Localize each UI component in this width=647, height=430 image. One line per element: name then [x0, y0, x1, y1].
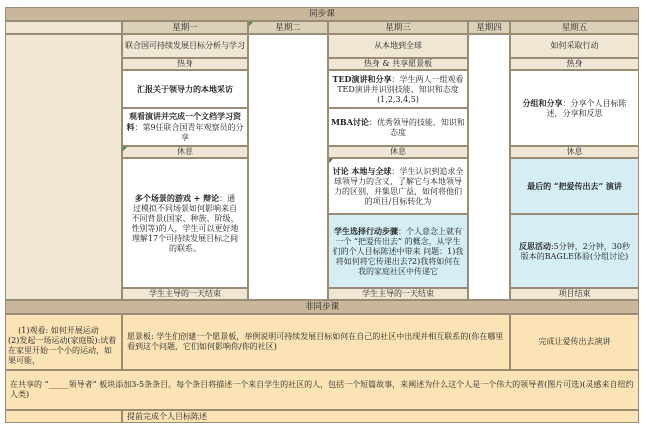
day-label: 星期五 — [561, 23, 588, 33]
async-header — [5, 300, 639, 314]
fri-warmup — [510, 58, 639, 70]
async-row3-label — [5, 410, 122, 423]
wed-mba-rest: ：优秀领导的技能、知识和态度 — [368, 117, 465, 137]
async-leader-text: 在共享的 “_____领导者” 板块添加3-5条条目。每个条目将描述一个来自学生的社区的人，包括一个短篇故事，来阐述为什么这个人是一个伟大的领导者(图片可选)(灵感来自纽约人类) — [10, 380, 634, 399]
mon-break-text: 休息 — [177, 147, 193, 156]
fri-topic — [510, 34, 639, 58]
sync-header — [5, 7, 639, 21]
wed-warmup-text: 热身 & 共享愿景板 — [363, 59, 433, 68]
fri-final-talk-text: 最后的 “把爱传出去” 演讲 — [527, 181, 622, 191]
day-header-wed — [328, 21, 468, 34]
wed-action-bold: 学生选择行动步骤 — [334, 225, 398, 236]
mon-watch-talk — [122, 108, 248, 146]
comment-marker — [249, 22, 253, 26]
mon-watch-bold: 观看演讲并完成一个文档学习资料 — [126, 111, 241, 132]
wed-action-rest: ：个人意念上就有一个 “把爱传出去” 的概念，从学生们的个人目标陈述中带来 问题：1)我将如何将它传递出去?2)我将如何在我的家庭社区中传递它 — [332, 226, 464, 276]
wed-break-text: 休息 — [390, 147, 406, 156]
fri-break — [510, 146, 639, 158]
fri-end — [510, 288, 639, 300]
async-goal-statement — [122, 410, 639, 423]
wed-discussion — [328, 158, 468, 214]
mon-topic — [122, 34, 248, 58]
day-label: 星期三 — [385, 23, 411, 33]
wed-ted-bold: TED演讲和分享 — [332, 73, 392, 84]
mon-interview-text: 汇报关于领导力的本地采访 — [137, 84, 233, 94]
wed-warmup — [328, 58, 468, 70]
wed-mba — [328, 108, 468, 146]
day-label: 星期二 — [275, 23, 301, 33]
async-finish-text: 完成让爱传出去演讲 — [538, 337, 611, 346]
wed-topic — [328, 34, 468, 58]
fri-reflection — [510, 214, 639, 288]
day-label: 星期一 — [172, 23, 198, 33]
day-label: 星期四 — [476, 23, 502, 33]
row-label-column — [5, 34, 122, 300]
wed-ted-rest: ：学生两人一组观看TED演讲并识别技能、知识和态度 (1,2,3,4,5) — [337, 74, 464, 104]
wed-action-steps — [328, 214, 468, 288]
mon-end-text: 学生主导的一天结束 — [149, 289, 221, 298]
mon-warmup-text: 热身 — [177, 59, 193, 68]
thu-column — [468, 34, 510, 300]
fri-break-text: 休息 — [566, 147, 583, 156]
wed-discuss-rest: ：学生认识到追求全球领导力的含义，了解它与本地领导力的区别，并集思广益，如何将他们的项目/目标转化为 — [334, 166, 464, 206]
fri-share-bold: 分组和分享 — [522, 97, 563, 108]
mon-break — [122, 146, 248, 158]
day-header-tue — [248, 21, 328, 34]
fri-final-talk — [510, 158, 639, 214]
comment-marker — [123, 147, 127, 151]
wed-break — [328, 146, 468, 158]
mon-watch-rest: ：第9任联合国青年观察员的分享 — [134, 123, 244, 142]
wed-end — [328, 288, 468, 300]
async-watch-text: (1)观看: 如何开展运动 (2)发起一场运动(家庭版):试着在家里开始一个小的运动，如果可能， — [8, 326, 117, 365]
fri-topic-text: 如何采取行动 — [550, 41, 599, 50]
wed-mba-bold: MBA讨论 — [331, 116, 369, 127]
sync-title: 同步课 — [309, 9, 335, 19]
fri-end-text: 项目结束 — [558, 289, 591, 298]
fri-reflect-rest: :5分钟，2分钟，30秒版本的BAGLE体验(分组讨论) — [520, 241, 631, 261]
async-goal-text: 提前完成个人目标陈述 — [127, 411, 207, 421]
fri-group-share — [510, 70, 639, 146]
wed-end-text: 学生主导的一天结束 — [362, 289, 434, 298]
comment-marker — [329, 159, 333, 163]
mon-scenario-game — [122, 158, 248, 288]
day-header-fri — [510, 21, 639, 34]
mon-end — [122, 288, 248, 300]
day-header-mon — [122, 21, 248, 34]
fri-reflect-bold: 反思活动 — [518, 240, 551, 251]
async-vision-board — [122, 314, 510, 370]
async-finish-talk — [510, 314, 639, 370]
wed-ted — [328, 70, 468, 108]
async-vision-text: 愿景板: 学生们创建一个愿景板，举例说明可持续发展目标如何在自己的社区中出现并相互联系的(你在哪里看到这个问题，它们如何影响你/你的社区) — [127, 332, 504, 351]
mon-game-rest: ：通过模拟不同场景如何影响来自不同背景(国家、种族、阶级、性别等)的人，学生可以更好地理解17个可持续发展目标之间的联系。 — [131, 193, 239, 253]
wed-discuss-bold: 讨论 本地与全球 — [332, 165, 392, 176]
mon-warmup — [122, 58, 248, 70]
wed-topic-text: 从本地到全球 — [374, 41, 422, 50]
async-title: 非同步课 — [304, 302, 339, 312]
tue-column — [248, 34, 328, 300]
day-header-thu — [468, 21, 510, 34]
async-leader-board — [5, 370, 639, 410]
async-watch-movement — [5, 314, 122, 370]
fri-share-rest: ：分享个人目标陈述，分享和反思 — [546, 98, 627, 118]
mon-interview-report — [122, 70, 248, 108]
mon-game-bold: 多个场景的游戏 + 辩论 — [134, 192, 220, 203]
corner-cell — [5, 21, 122, 34]
mon-topic-text: 联合国可持续发展目标分析与学习 — [125, 41, 245, 50]
fri-warmup-text: 热身 — [566, 59, 583, 68]
